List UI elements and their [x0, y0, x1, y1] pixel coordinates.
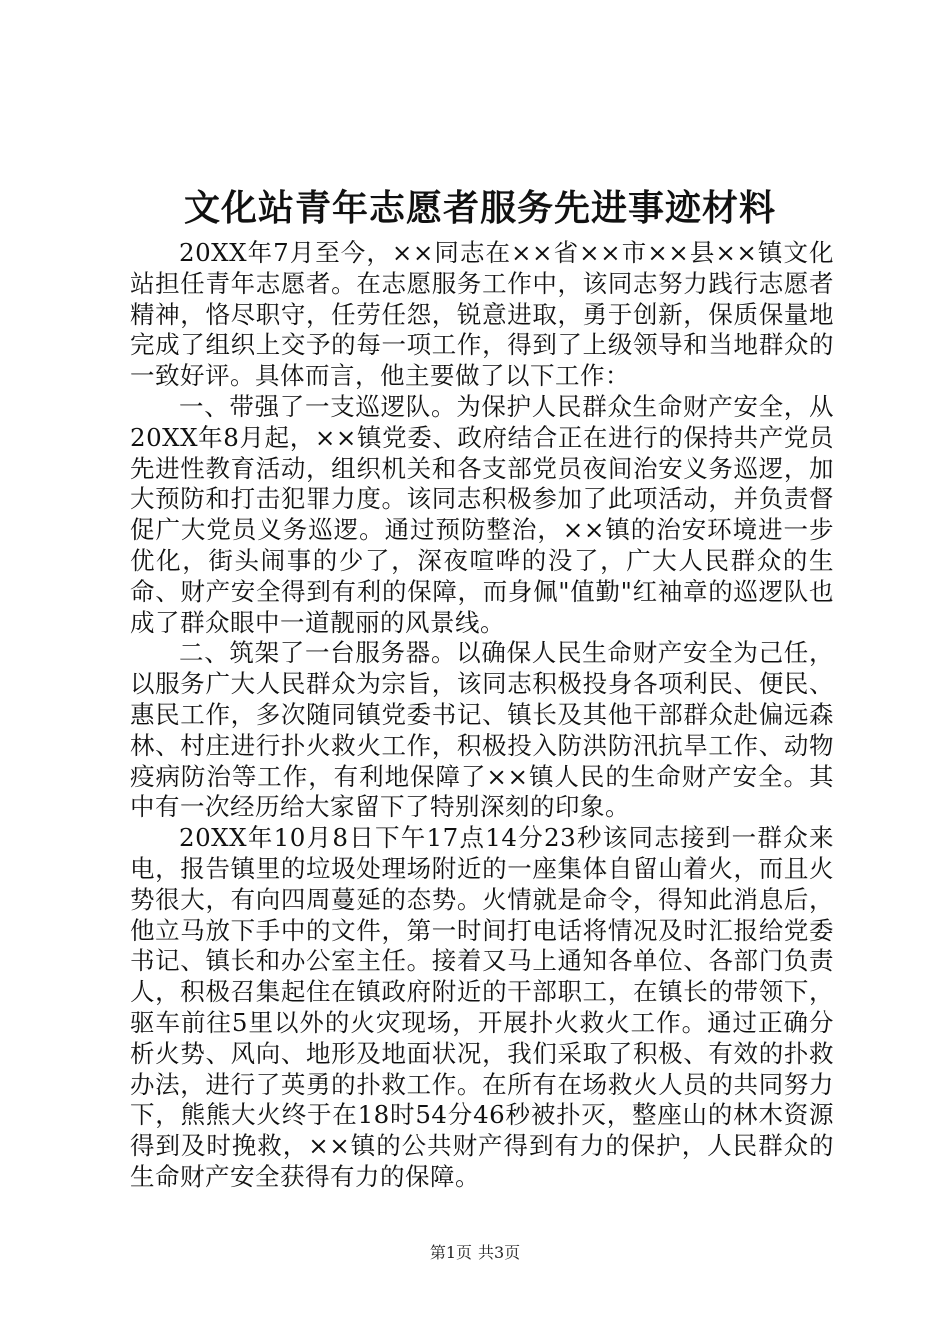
document-body: [130, 238, 834, 1193]
document-title: 文化站青年志愿者服务先进事迹材料: [183, 187, 776, 229]
page-footer: [0, 1243, 950, 1263]
page-total: 共3页: [478, 1243, 521, 1262]
paragraph-patrol-team: 一、带强了一支巡逻队。为保护人民群众生命财产安全，从20XX年8月起，××镇党委、政府结合正在进行的保持共产党员先进性教育活动，组织机关和各支部党员夜间治安义务巡逻，加大预防和打击犯罪力度。该同志积极参加了此项活动，并负责督促广大党员义务巡逻。通过预防整治，××镇的治安环境进一步优化，街头闹事的少了，深夜喧哗的没了，广大人民群众的生命、财产安全得到有利的保障，而身佩"值勤"红袖章的巡逻队也成了群众眼中一道靓丽的风景线。: [130, 391, 834, 637]
paragraph-fire-incident: 20XX年10月8日下午17点14分23秒该同志接到一群众来电，报告镇里的垃圾处理场附近的一座集体自留山着火，而且火势很大，有向四周蔓延的态势。火情就是命令，得知此消息后，他立马放下手中的文件，第一时间打电话将情况及时汇报给党委书记、镇长和办公室主任。接着又马上通知各单位、各部门负责人，积极召集起住在镇政府附近的干部职工，在镇长的带领下，驱车前往5里以外的火灾现场，开展扑火救火工作。通过正确分析火势、风向、地形及地面状况，我们采取了积极、有效的扑救办法，进行了英勇的扑救工作。在所有在场救火人员的共同努力下，熊熊大火终于在18时54分46秒被扑灭，整座山的林木资源得到及时挽救，××镇的公共财产得到有力的保护，人民群众的生命财产安全获得有力的保障。: [130, 823, 834, 1191]
page-number: 第1页: [429, 1243, 472, 1262]
paragraph-service: 二、筑架了一台服务器。以确保人民生命财产安全为己任，以服务广大人民群众为宗旨，该同志积极投身各项利民、便民、惠民工作，多次随同镇党委书记、镇长及其他干部群众赴偏远森林、村庄进行扑火救火工作，积极投入防洪防汛抗旱工作、动物疫病防治等工作，有利地保障了××镇人民的生命财产安全。其中有一次经历给大家留下了特别深刻的印象。: [130, 638, 834, 822]
paragraph-intro: 20XX年7月至今，××同志在××省××市××县××镇文化站担任青年志愿者。在志愿服务工作中，该同志努力践行志愿者精神，恪尽职守，任劳任怨，锐意进取，勇于创新，保质保量地完成了组织上交予的每一项工作，得到了上级领导和当地群众的一致好评。具体而言，他主要做了以下工作：: [130, 238, 834, 391]
